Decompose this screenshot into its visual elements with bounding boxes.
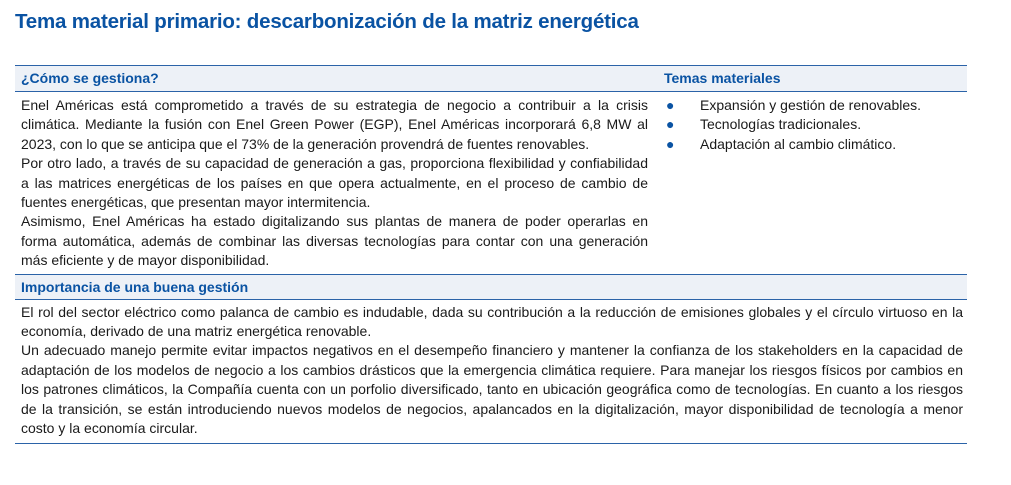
- importance-paragraph: El rol del sector eléctrico como palanca de cambio es indudable, dada su contribución a la reducción de emisiones globales y el círculo virtuoso en la economía, derivado de una matriz energética renovable.: [21, 303, 963, 340]
- list-item: [664, 115, 967, 134]
- topic-label: Expansión y gestión de renovables.: [700, 97, 922, 113]
- list-item: [664, 135, 967, 154]
- management-row: [15, 92, 967, 275]
- management-text: [15, 92, 658, 274]
- topic-label: Adaptación al cambio climático.: [700, 135, 897, 152]
- bullet-icon: ●: [666, 135, 675, 152]
- bullet-icon: ●: [666, 116, 675, 133]
- material-topics-header: Temas materiales: [664, 70, 781, 86]
- material-topic-table: [15, 65, 967, 444]
- management-paragraph: Por otro lado, a través de su capacidad de generación a gas, proporciona flexibilidad y confiabilidad a las matrices energéticas de los países en que opera actualmente, en el proceso de cambio de fuentes energéticas, que presentan mayor intermitencia.: [21, 155, 648, 211]
- importance-header: Importancia de una buena gestión: [15, 275, 967, 300]
- management-paragraph: Asimismo, Enel Américas ha estado digitalizando sus plantas de manera de poder operarlas en forma automática, además de combinar las diversas tecnologías para contar con una generación más eficiente y de mayor disponibilidad.: [21, 213, 648, 269]
- importance-text: [15, 300, 967, 444]
- material-topics-list: [658, 92, 967, 274]
- how-managed-header: ¿Cómo se gestiona?: [21, 70, 159, 86]
- page-title: Tema material primario: descarbonización de la matriz energética: [15, 10, 639, 33]
- topic-label: Tecnologías tradicionales.: [700, 116, 862, 133]
- table-header-row: [15, 66, 967, 92]
- list-item: [664, 96, 967, 115]
- management-paragraph: Enel Américas está comprometido a través de su estrategia de negocio a contribuir a la crisis climática. Mediante la fusión con Enel Green Power (EGP), Enel Américas incorporará 6,8 MW al 2023, con lo que se anticipa que el 73% de la generación provendrá de fuentes renovables.: [21, 97, 648, 152]
- importance-paragraph: Un adecuado manejo permite evitar impactos negativos en el desempeño financiero y mantener la confianza de los stakeholders en la capacidad de adaptación de los modelos de negocio a los cambios drásticos que la emergencia climática requiere. Para manejar los riesgos físicos por cambios en los patrones climáticos, la Compañía cuenta con un porfolio diversificado, tanto en ubicación geográfica como de tecnologías. En cuanto a los riesgos de la transición, se están introduciendo nuevos modelos de negocios, apalancados en la digitalización, mayor disponibilidad de tecnología a menor costo y la economía circular.: [21, 342, 963, 437]
- bullet-icon: ●: [666, 97, 675, 113]
